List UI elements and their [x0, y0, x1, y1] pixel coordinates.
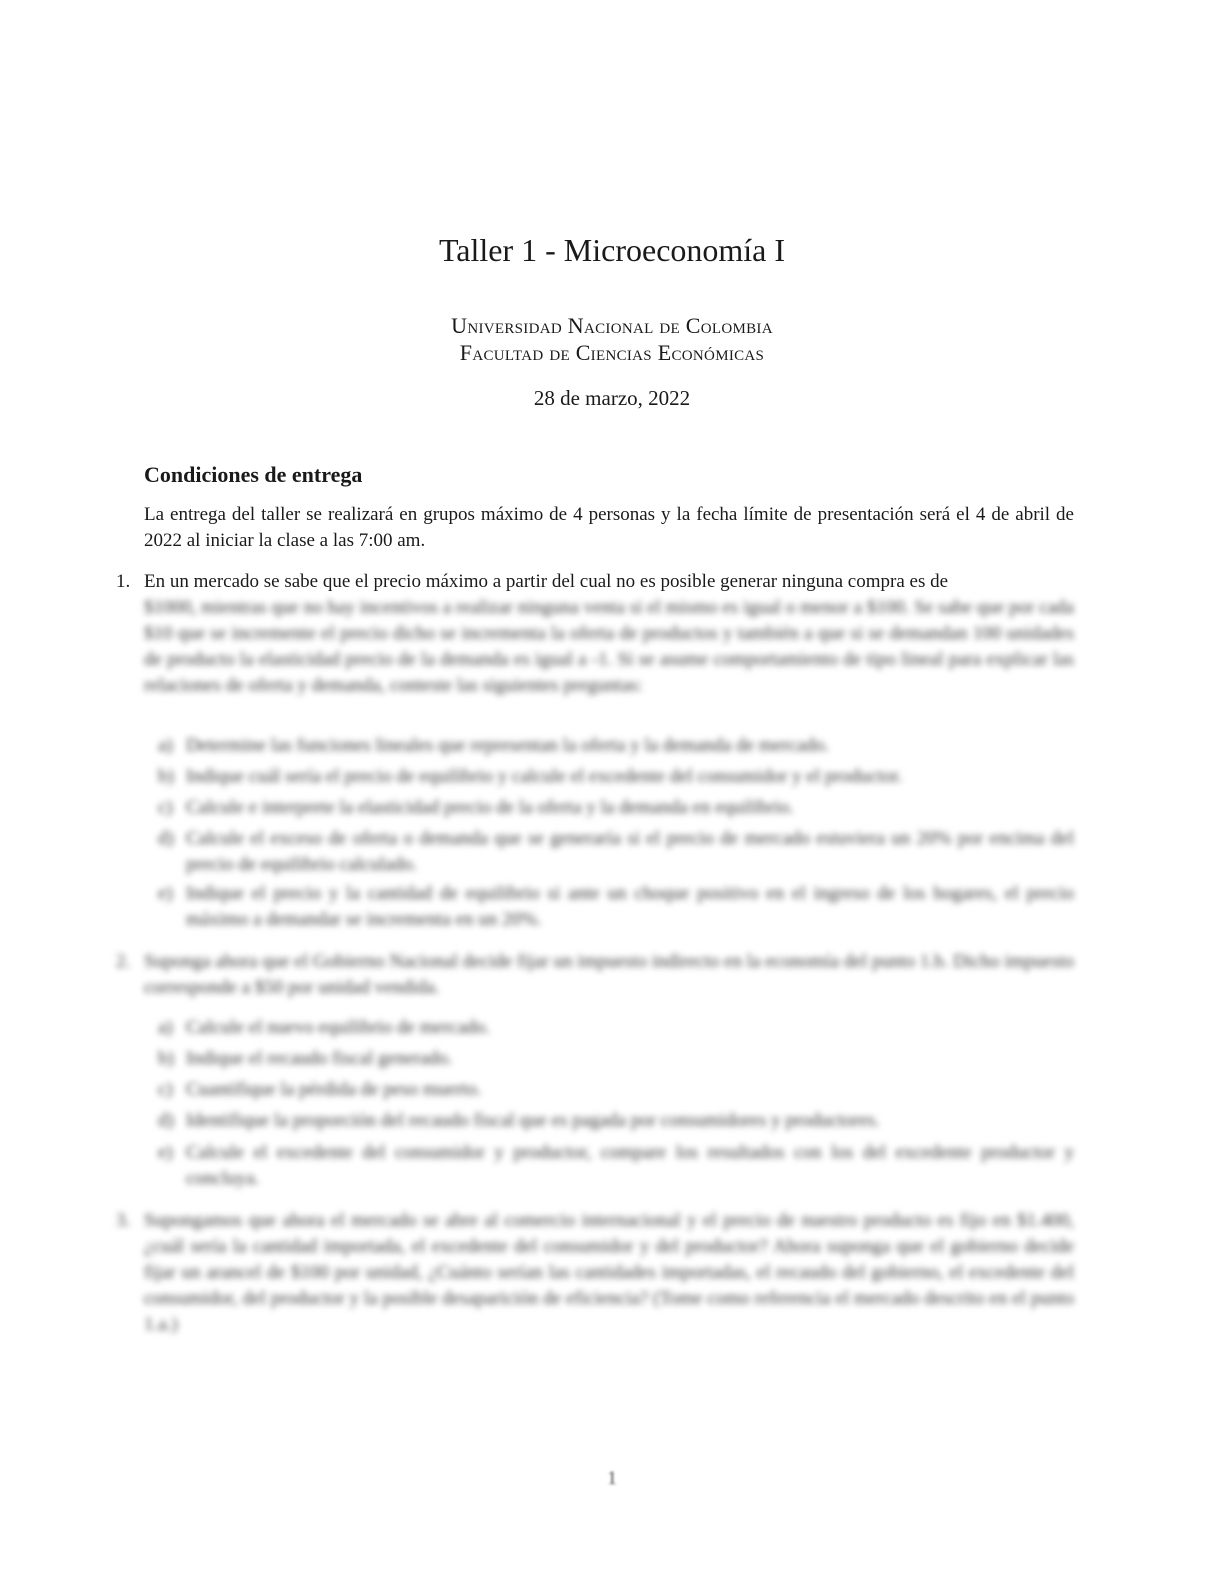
question-1-text: $1000, mientras que no hay incentivos a realizar ninguna venta si el mismo es igual o menor a $100. Se sabe que por cada $10 que se incremente el precio dicho se incrementa la oferta de productos y también a que si se demandan 100 unidades de producto la elasticidad precio de la demanda es igual a -1. Si se asume comportamiento de tipo lineal para explicar las relaciones de oferta y demanda, conteste las siguientes preguntas:: [144, 597, 1074, 696]
item-text: Calcule e interprete la elasticidad precio de la oferta y la demanda en equilibrio.: [186, 797, 794, 818]
question-2-text: Suponga ahora que el Gobierno Nacional decide fijar un impuesto indirecto en la economía del punto 1.b. Dicho impuesto corresponde a $50 por unidad vendida.: [144, 951, 1074, 998]
question-3-text: Supongamos que ahora el mercado se abre al comercio internacional y el precio de nuestro producto es fijo en $1.400, ¿cuál sería la cantidad importada, el excedente del consumidor y del productor? Ahora suponga que el gobierno decide fijar un arancel de $100 por unidad, ¿Cuánto serían las cantidades importadas, el recaudo del gobierno, el excedente del consumidor, del productor y la posible desaparición de eficiencia? (Tome como referencia el mercado descrito en el punto 1.a.): [144, 1210, 1074, 1335]
section-title: Condiciones de entrega: [144, 462, 363, 487]
item-label: e): [158, 1142, 173, 1163]
question-2-number: 2.: [116, 951, 131, 972]
item-label: e): [158, 883, 173, 904]
item-text: Calcule el exceso de oferta o demanda que se generaría si el precio de mercado estuviera un 20% por encima del precio de equilibrio calculado.: [186, 828, 1074, 875]
item-label: c): [158, 1079, 173, 1100]
question-1-number: 1.: [116, 571, 131, 592]
item-label: a): [158, 735, 173, 756]
item-label: c): [158, 797, 173, 818]
question-1-first-line: En un mercado se sabe que el precio máximo a partir del cual no es posible generar ninguna compra es de: [144, 571, 949, 592]
item-label: d): [158, 828, 174, 849]
page-number: 1: [607, 1468, 617, 1489]
conditions-paragraph: La entrega del taller se realizará en grupos máximo de 4 personas y la fecha límite de presentación será el 4 de abril de 2022 al iniciar la clase a las 7:00 am.: [144, 504, 1074, 551]
item-text: Identifique la proporción del recaudo fiscal que es pagada por consumidores y productores.: [186, 1110, 880, 1131]
faculty-name: Facultad de Ciencias Económicas: [459, 340, 765, 365]
question-3-number: 3.: [116, 1210, 131, 1231]
item-label: b): [158, 766, 174, 787]
document-title: Taller 1 - Microeconomía I: [438, 232, 786, 268]
item-text: Calcule el nuevo equilibrio de mercado.: [186, 1017, 490, 1038]
document-date: 28 de marzo, 2022: [533, 386, 691, 410]
item-text: Indique el recaudo fiscal generado.: [186, 1048, 453, 1069]
item-label: b): [158, 1048, 174, 1069]
item-text: Calcule el excedente del consumidor y productor, compare los resultados con los del excedente productor y concluya.: [186, 1142, 1074, 1189]
item-text: Indique cuál sería el precio de equilibrio y calcule el excedente del consumidor y el productor.: [186, 766, 903, 787]
affiliation-block: [0, 312, 1224, 366]
item-text: Indique el precio y la cantidad de equilibrio si ante un choque positivo en el ingreso de los hogares, el precio máximo a demandar se incrementa en un 20%.: [186, 883, 1074, 930]
item-text: Cuantifique la pérdida de peso muerto.: [186, 1079, 482, 1100]
item-label: a): [158, 1017, 173, 1038]
item-text: Determine las funciones lineales que representan la oferta y la demanda de mercado.: [186, 735, 830, 756]
university-name: Universidad Nacional de Colombia: [451, 313, 773, 338]
item-label: d): [158, 1110, 174, 1131]
